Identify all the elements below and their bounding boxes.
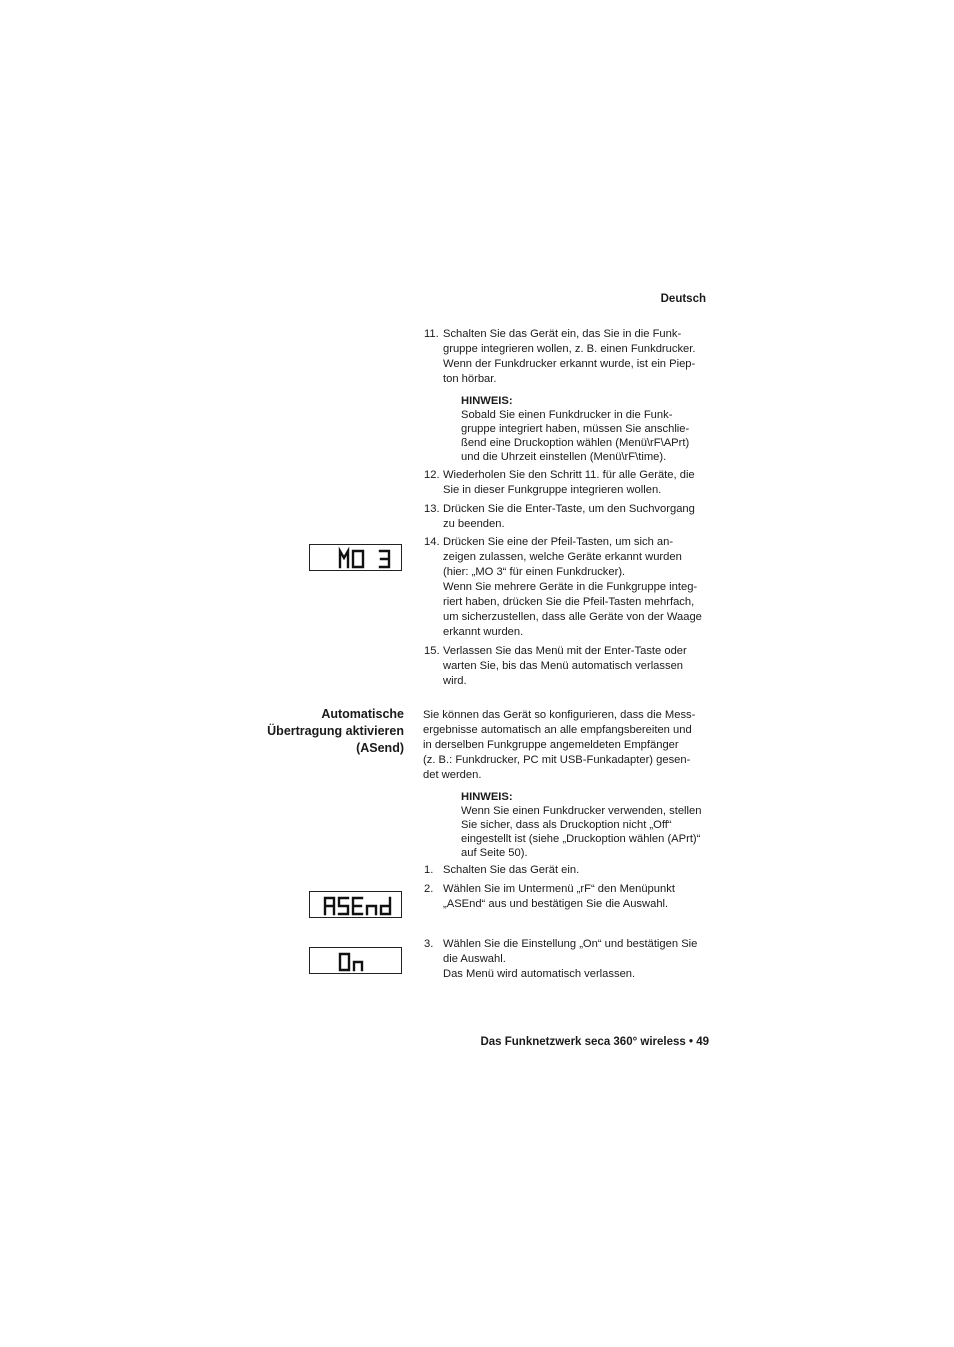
display-mo3 xyxy=(309,544,402,571)
page-footer: Das Funknetzwerk seca 360° wireless • 49 xyxy=(480,1036,709,1048)
section-title: Automatische Übertragung aktivieren (ASend) xyxy=(267,707,404,755)
note-hinweis-2: HINWEIS: Wenn Sie einen Funkdrucker verwenden, stellen Sie sicher, dass als Druckoption nicht „Off“ eingestellt ist (siehe „Druckoption wählen (APrt)“ auf Seite 50). xyxy=(461,791,702,859)
display-asend xyxy=(309,891,402,918)
language-header: Deutsch xyxy=(660,293,706,305)
note-hinweis-1: HINWEIS: Sobald Sie einen Funkdrucker in die Funk- gruppe integriert haben, müssen Sie anschlie- ßend eine Druckoption wählen (Menü\rF\APrt) und die Uhrzeit einstellen (Menü\rF\time). xyxy=(461,395,690,463)
section-intro: Sie können das Gerät so konfigurieren, dass die Mess- ergebnisse automatisch an alle empfangsbereiten und in derselben Funkgruppe angemeldeten Empfänger (z. B.: Funkdrucker, PC mit USB-Funkadapter) gesen- det werden. xyxy=(423,709,696,781)
lcd-on-glyphs xyxy=(310,948,403,975)
lcd-asend-glyphs xyxy=(310,892,403,919)
display-on xyxy=(309,947,402,974)
lcd-mo3-glyphs xyxy=(310,545,403,572)
